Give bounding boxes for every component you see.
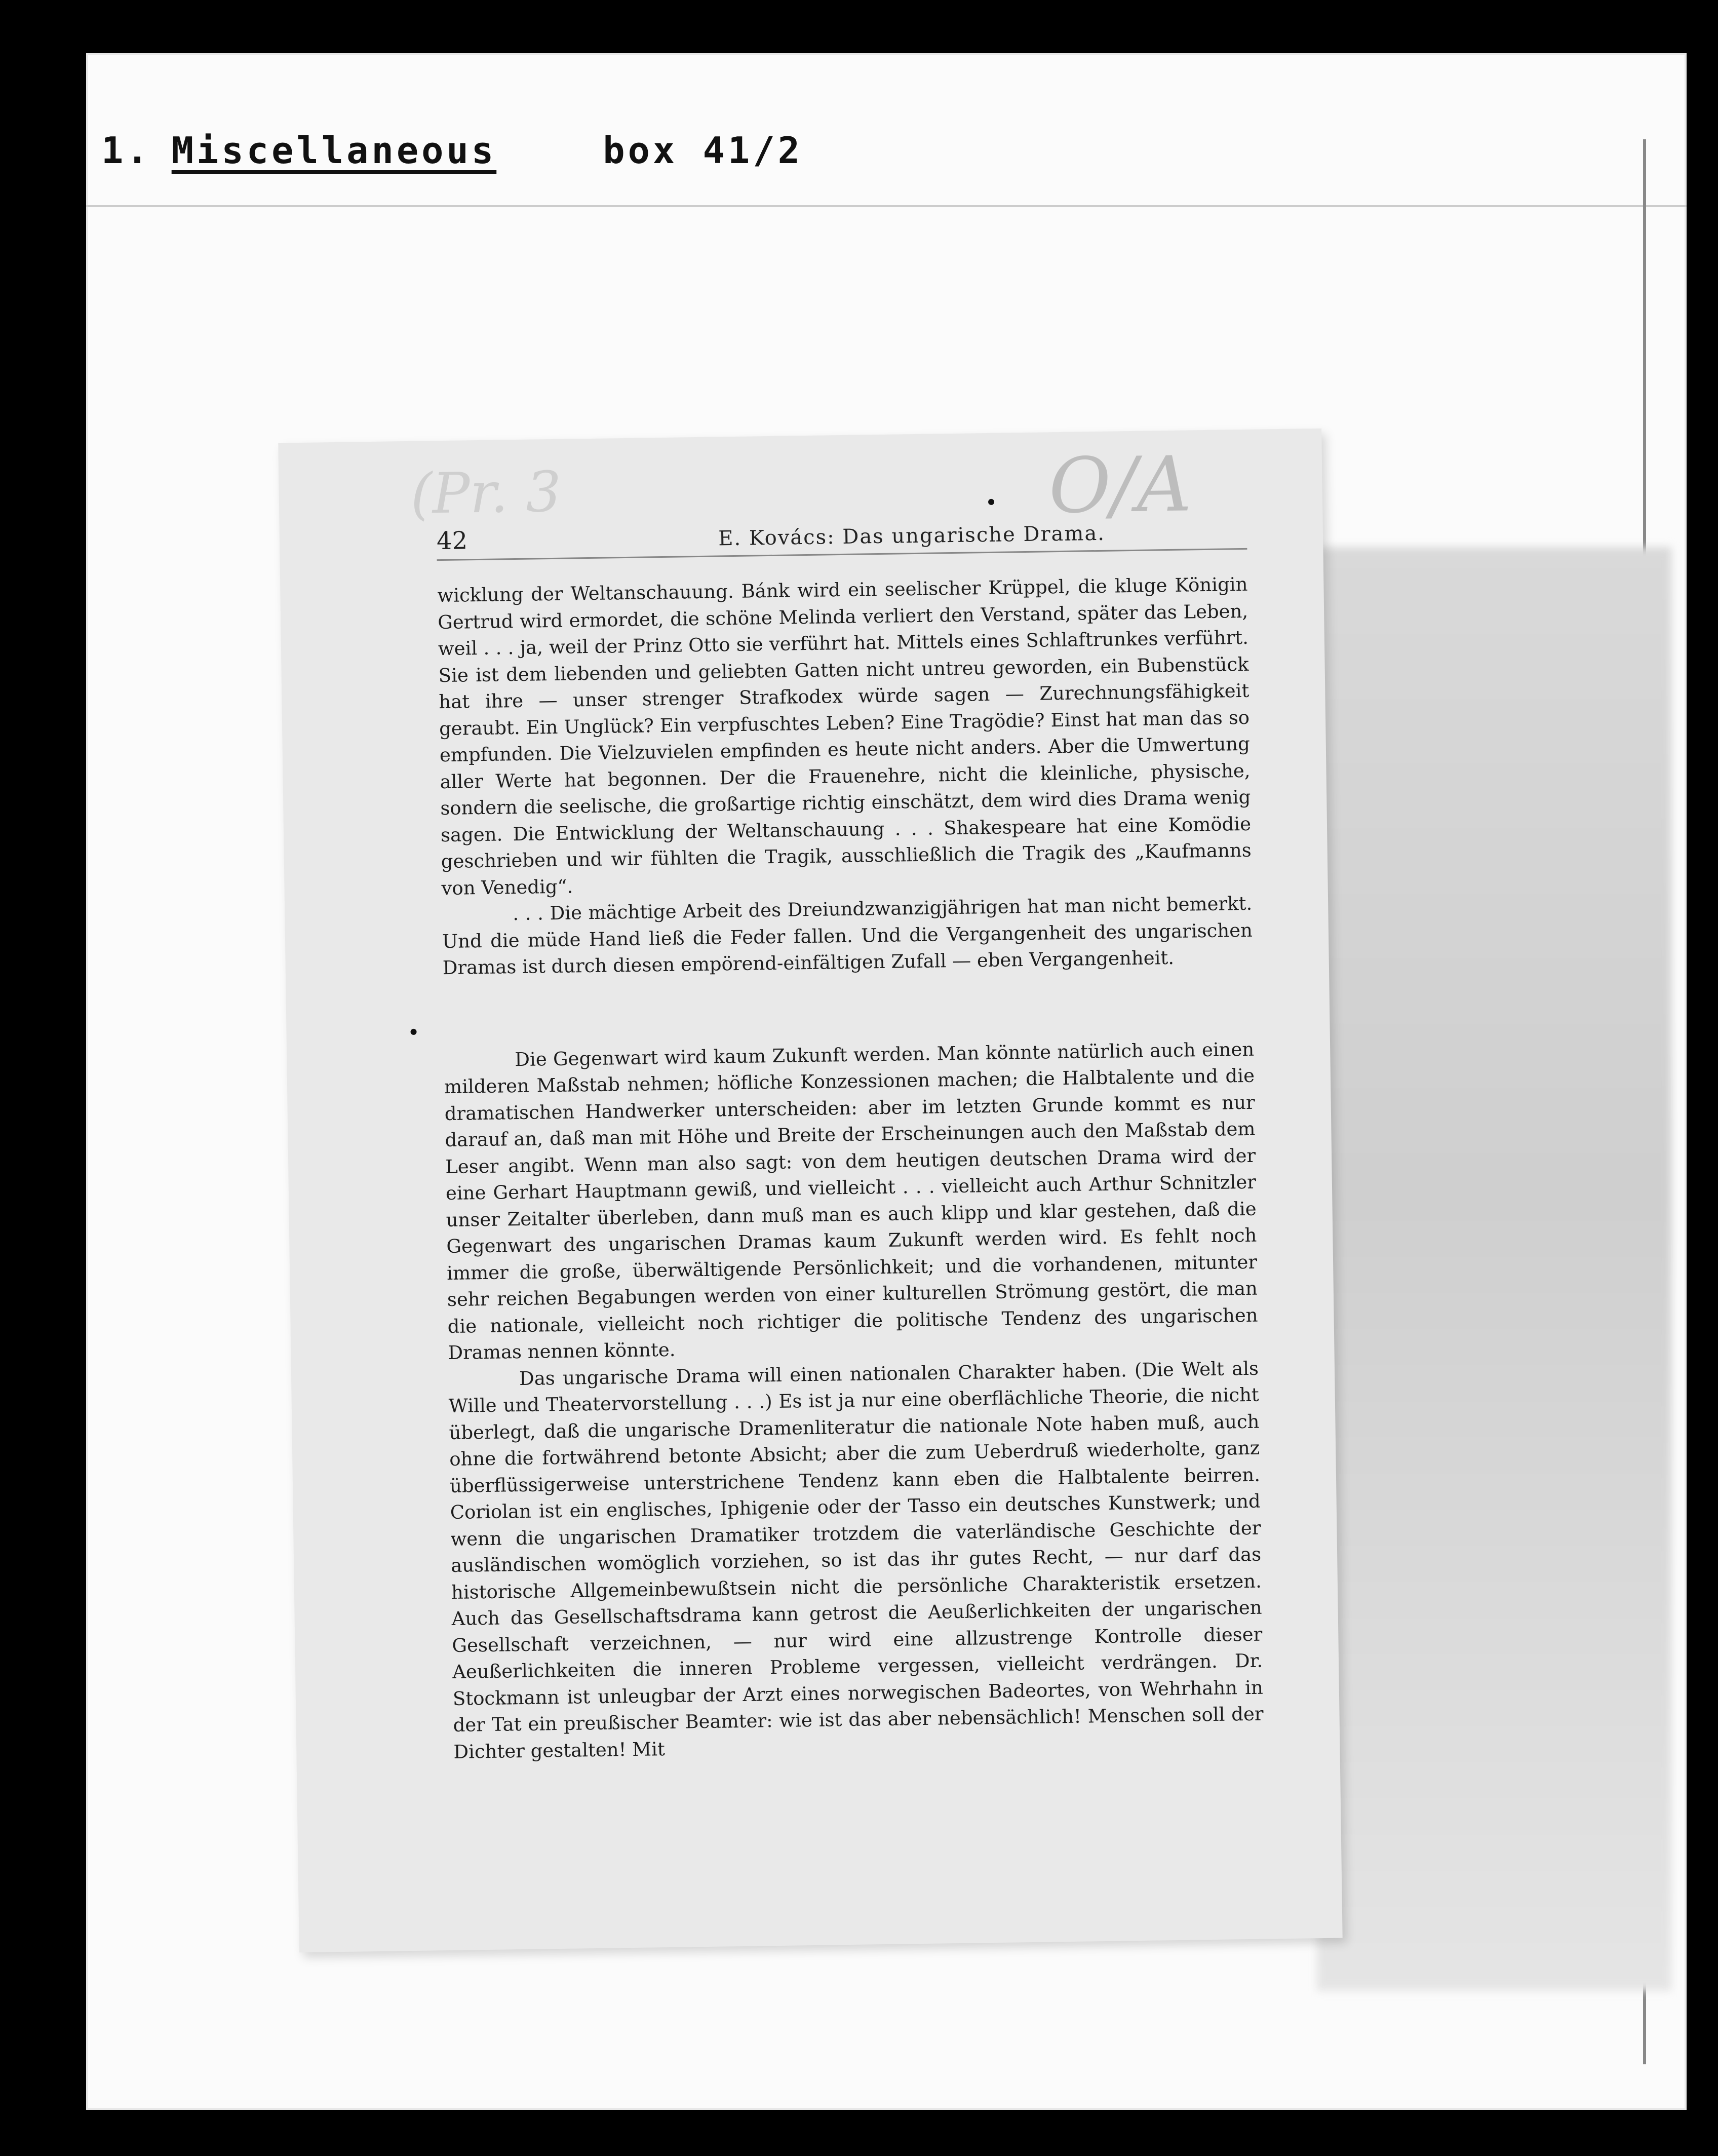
pencil-note-left: (Pr. 3 — [410, 459, 562, 526]
shadow-area — [1317, 547, 1671, 1991]
running-title: E. Kovács: Das ungarische Drama. — [718, 521, 1106, 551]
article-body — [437, 571, 1264, 1765]
newspaper-clipping — [278, 429, 1342, 1952]
page-number: 42 — [436, 526, 468, 556]
folder-label — [101, 129, 803, 172]
pencil-note-right: O/A — [1048, 440, 1192, 531]
paragraph-1: wicklung der Weltanschauung. Bánk wird ein seelischer Krüppel, die kluge Königin Gertrud wird ermordet, die schöne Melinda verliert den Verstand, später das Leben, weil . . . ja, weil der Prinz Otto sie verführt hat. Mittels eines Schlaftrunkes verführt. Sie ist dem liebenden und geliebten Gatten nicht untreu geworden, ein Bubenstück hat ihre — unser strenger Strafkodex würde sagen — Zurechnungsfähigkeit geraubt. Ein Unglück? Ein verpfuschtes Leben? Eine Tragödie? Einst hat man das so empfunden. Die Vielzuvielen empfinden es heute nicht anders. Aber die Umwertung aller Werte hat begonnen. Der die Frauenehre, nicht die kleinliche, physische, sondern die seelische, die großartige richtig einschätzt, dem wird dies Drama wenig sagen. Die Entwicklung der Weltanschauung . . . Shakespeare hat eine Komödie geschrieben und wir fühlten die Tragik, ausschließlich die Tragik des „Kaufmanns von Venedig“. — [437, 573, 1252, 899]
folder-number: 1. — [101, 129, 151, 172]
ink-speck — [410, 1029, 416, 1035]
folder-series: Miscellaneous — [171, 129, 497, 172]
paragraph-3: Die Gegenwart wird kaum Zukunft werden. Man könnte natürlich auch einen milderen Maßstab nehmen; höfliche Konzessionen machen; die Halbtalente und die dramatischen Handwerker unterscheiden: aber im letzten Grunde kommt es nur darauf an, daß man mit Höhe und Breite der Erscheinungen auch den Maßstab dem Leser angibt. Wenn man also sagt: von dem heutigen deutschen Drama wird der eine Gerhart Hauptmann gewiß, und vielleicht . . . vielleicht auch Arthur Schnitzler unser Zeitalter überleben, dann muß man es auch klipp und klar gestehen, daß die Gegenwart des ungarischen Dramas kaum Zukunft werden wird. Es fehlt noch immer die große, überwältigende Persönlichkeit; und die vorhandenen, mitunter sehr reichen Begabungen werden von einer kulturellen Strömung gestört, die man die nationale, vielleicht noch richtiger die politische Tendenz des ungarischen Dramas nennen könnte. — [444, 1038, 1258, 1364]
folder-box: box 41/2 — [603, 129, 803, 172]
paragraph-4: Das ungarische Drama will einen nationalen Charakter haben. (Die Welt als Wille und Theatervorstellung . . .) Es ist ja nur eine oberflächliche Theorie, die nicht überlegt, daß die ungarische Dramenliteratur die nationale Note haben muß, auch ohne die fortwährend betonte Absicht; aber die zum Ueberdruß wiederholte, ganz überflüssigerweise unterstrichene Tendenz kann eben die Halbtalente beirren. Coriolan ist ein englisches, Iphigenie oder der Tasso ein deutsches Kunstwerk; und wenn die ungarischen Dramatiker trotzdem die vaterländische Geschichte der ausländischen womöglich vorziehen, so ist das ihr gutes Recht, — nur darf das historische Allgemeinbewußtsein nicht die persönliche Charakteristik ersetzen. Auch das Gesellschaftsdrama kann getrost die Aeußerlichkeiten der ungarischen Gesellschaft verzeichnen, — nur wird eine allzustrenge Kontrolle dieser Aeußerlichkeiten die inneren Probleme vergessen, vielleicht verdrängen. Dr. Stockmann ist unleugbar der Arzt eines norwegischen Badeortes, von Wehrhahn in der Tat ein preußischer Beamter: wie ist das aber nebensächlich! Menschen soll der Dichter gestalten! Mit — [448, 1357, 1264, 1763]
paragraph-2: . . . Die mächtige Arbeit des Dreiundzwanzigjährigen hat man nicht bemerkt. Und die müde Hand ließ die Feder fallen. Und die Vergangenheit des ungarischen Dramas ist durch diesen empörend-einfältigen Zufall — eben Vergangenheit. — [442, 892, 1253, 979]
ink-speck — [988, 499, 994, 505]
label-divider — [86, 205, 1687, 207]
